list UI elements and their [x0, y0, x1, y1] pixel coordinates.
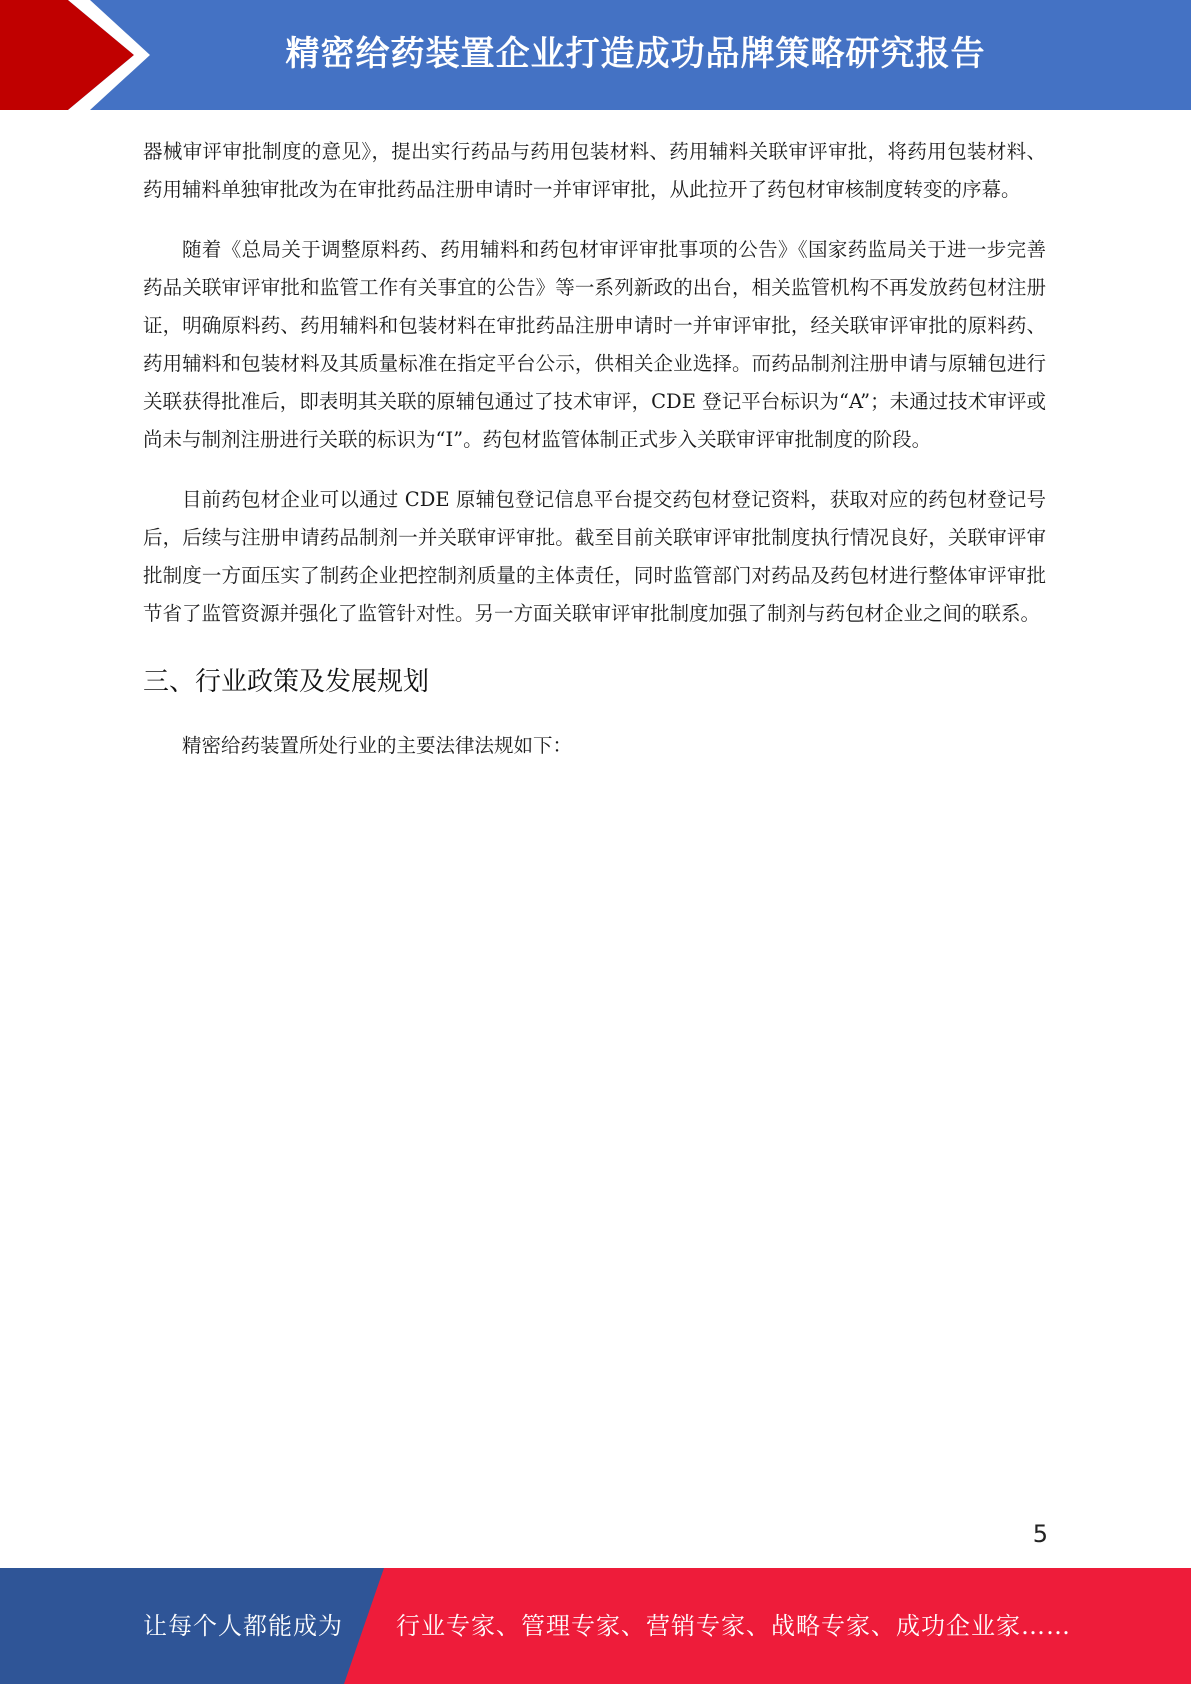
paragraph-3: 目前药包材企业可以通过 CDE 原辅包登记信息平台提交药包材登记资料，获取对应的药包材登记号后，后续与注册申请药品制剂一并关联审评审批。截至目前关联审评审批制度执行情况良好，关联审评审批制度一方面压实了制药企业把控制剂质量的主体责任，同时监管部门对药品及药包材进行整体审评审批节省了监管资源并强化了监管针对性。另一方面关联审评审批制度加强了制剂与药包材企业之间的联系。: [143, 488, 1046, 625]
footer-slogan-right: 行业专家、管理专家、营销专家、战略专家、成功企业家……: [396, 1612, 1071, 1640]
paragraph-1: 器械审评审批制度的意见》，提出实行药品与药用包装材料、药用辅料关联审评审批，将药用包装材料、药用辅料单独审批改为在审批药品注册申请时一并审评审批，从此拉开了药包材审核制度转变的序幕。: [143, 140, 1046, 201]
document-title: 精密给药装置企业打造成功品牌策略研究报告: [285, 34, 986, 74]
document-body: [143, 133, 1046, 787]
paragraph-2: 随着《总局关于调整原料药、药用辅料和药包材审评审批事项的公告》《国家药监局关于进一步完善药品关联审评审批和监管工作有关事宜的公告》等一系列新政的出台，相关监管机构不再发放药包材注册证，明确原料药、药用辅料和包装材料在审批药品注册申请时一并审评审批，经关联审评审批的原料药、药用辅料和包装材料及其质量标准在指定平台公示，供相关企业选择。而药品制剂注册申请与原辅包进行关联获得批准后，即表明其关联的原辅包通过了技术审评，CDE 登记平台标识为“A”；未通过技术审评或尚未与制剂注册进行关联的标识为“I”。药包材监管体制正式步入关联审评审批制度的阶段。: [143, 238, 1046, 451]
page-footer: [0, 1568, 1191, 1684]
header-arrow-decoration: [0, 0, 160, 110]
page-header: [0, 0, 1191, 110]
section-intro: 精密给药装置所处行业的主要法律法规如下：: [182, 734, 573, 757]
section-heading: 三、行业政策及发展规划: [143, 667, 430, 697]
page-number: 5: [1032, 1520, 1048, 1548]
footer-slogan-left: 让每个人都能成为: [143, 1612, 343, 1640]
